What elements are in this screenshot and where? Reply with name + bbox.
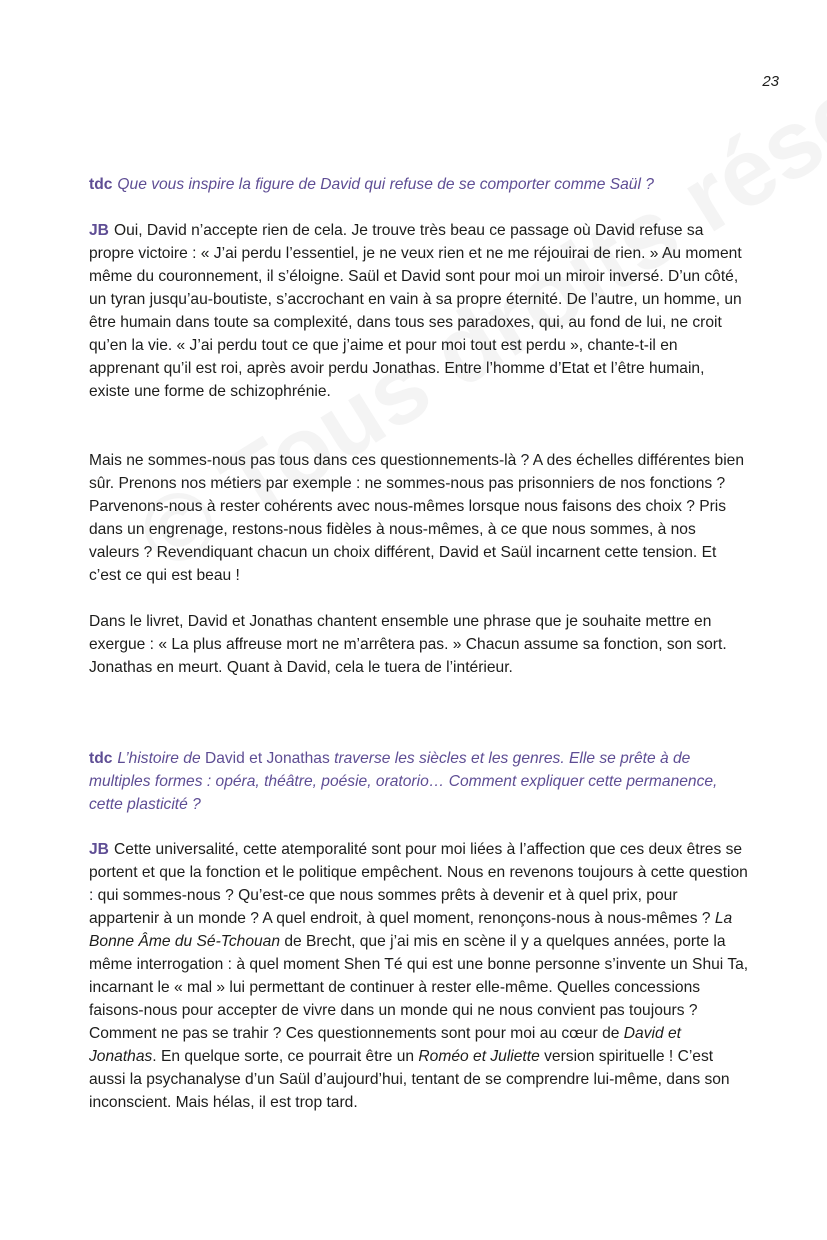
question-1-body: Que vous inspire la figure de David qui refuse de se comporter comme Saül ? xyxy=(117,176,654,193)
question-1 xyxy=(89,173,749,196)
answer-1-p2-text: Mais ne sommes-nous pas tous dans ces questionnements-là ? A des échelles différentes bien sûr. Prenons nos métiers par exemple : ne sommes-nous pas prisonniers de nos fonctions ? Parvenons-nous à rester cohérents avec nous-mêmes lorsque nous faisons des choix ? Pris dans un engrenage, restons-nous fidèles à nous-mêmes, à ce que nous sommes, à nos valeurs ? Revendiquant chacun un choix différent, David et Saül incarnent cette tension. Et c’est ce qui est beau ! xyxy=(89,452,745,584)
question-1-text xyxy=(89,173,749,196)
work-title-brecht: La Bonne Âme du Sé-Tchouan xyxy=(89,910,733,950)
interviewer-tag: tdc xyxy=(89,176,113,193)
answer-1-p1-text: Oui, David n’accepte rien de cela. Je trouve très beau ce passage où David refuse sa propre victoire : « J’ai perdu l’essentiel, je ne veux rien et ne me réjouirai de rien. » Au moment même du couronnement, il s’éloigne. Saül et David sont pour moi un miroir inversé. D’un côté, un tyran jusqu’au-boutiste, s’accrochant en vain à sa propre éternité. De l’autre, un homme, un être humain dans toute sa complexité, dans tous ses paradoxes, qui, au fond de lui, ne croit qu’en la vie. « J’ai perdu tout ce que j’aime et pour moi tout est perdu », chante-t-il en apprenant qu’il est roi, après avoir perdu Jonathas. Entre l’homme d’Etat et l’être humain, existe une forme de schizophrénie. xyxy=(89,222,742,400)
answer-2 xyxy=(89,838,749,1114)
work-title-romeo-juliette: Roméo et Juliette xyxy=(418,1048,540,1065)
question-2 xyxy=(89,747,749,816)
work-title-david-jonathas: David et Jonathas xyxy=(89,1025,681,1065)
question-2-part-a: L’histoire de xyxy=(117,750,205,767)
question-2-title: David et Jonathas xyxy=(204,750,330,767)
answer-2-s7: version spirituelle ! C’est aussi la psychanalyse d’un Saül d’aujourd’hui, tentant de se comprendre lui-même, dans son inconscient. Mais hélas, il est trop tard. xyxy=(89,1048,730,1111)
answer-2-text xyxy=(89,838,749,1114)
answer-2-s5: . En quelque sorte, ce pourrait être un xyxy=(152,1048,419,1065)
answer-1-paragraph-3 xyxy=(89,610,749,679)
answer-2-s3: de Brecht, que j’ai mis en scène il y a quelques années, porte la même interrogation : à quel moment Shen Té qui est une bonne personne s’invente un Shui Ta, incarnant le « mal » lui permettant de continuer à rester elle-même. Quelles concessions faisons-nous pour accepter de vivre dans un monde qui ne nous convient pas toujours ? Comment ne pas se trahir ? Ces questionnements sont pour moi au cœur de xyxy=(89,933,749,1042)
answer-1-paragraph-2 xyxy=(89,449,749,587)
answer-1-paragraph-1 xyxy=(89,219,749,403)
answer-2-s1: Cette universalité, cette atemporalité sont pour moi liées à l’affection que ces deux êtres se portent et que la fonction et le politique empêchent. Nous en revenons toujours à cette question : qui sommes-nous ? Qu’est-ce que nous sommes prêts à devenir et à quel prix, pour appartenir à un monde ? A quel endroit, à quel moment, renonçons-nous à nous-mêmes ? xyxy=(89,841,748,927)
question-2-part-c: traverse les siècles et les genres. Elle se prête à de multiples formes : opéra, théâtre, poésie, oratorio… Comment expliquer cette permanence, cette plasticité ? xyxy=(89,750,718,813)
respondent-tag: JB xyxy=(89,222,109,239)
answer-1-p3-text: Dans le livret, David et Jonathas chantent ensemble une phrase que je souhaite mettre en exergue : « La plus affreuse mort ne m’arrêtera pas. » Chacun assume sa fonction, son sort. Jonathas en meurt. Quant à David, cela le tuera de l’intérieur. xyxy=(89,613,727,676)
respondent-tag: JB xyxy=(89,841,109,858)
page-number: 23 xyxy=(762,73,779,90)
question-2-text xyxy=(89,747,749,816)
interviewer-tag: tdc xyxy=(89,750,113,767)
